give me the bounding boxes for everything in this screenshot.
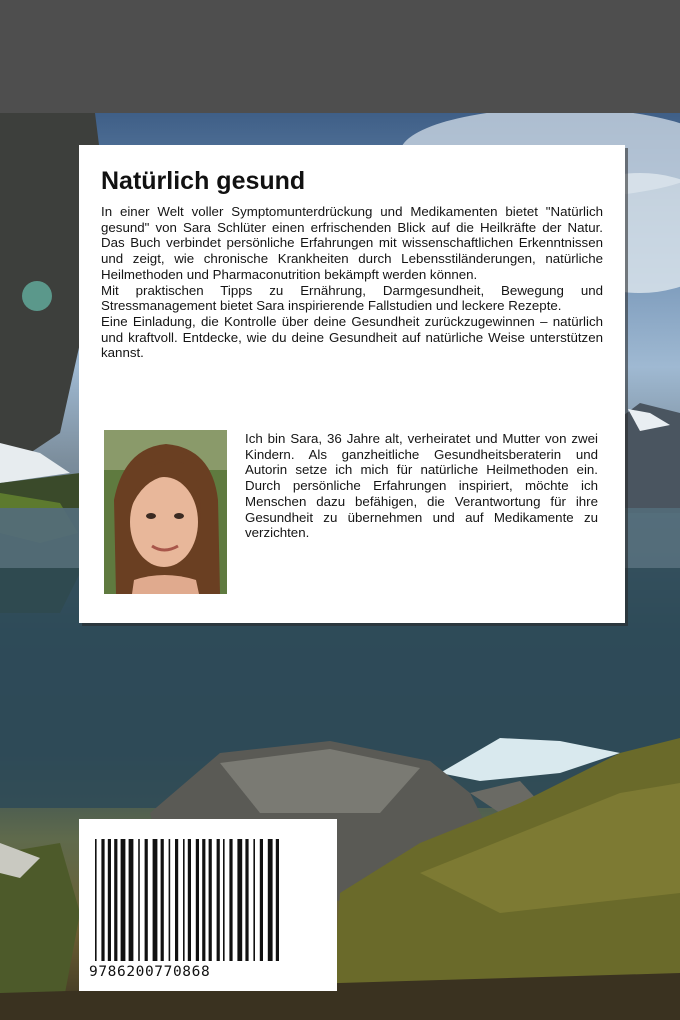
barcode-bar [108, 839, 111, 961]
book-title: Natürlich gesund [101, 167, 306, 195]
barcode-bar [209, 839, 212, 961]
description-paragraph: Mit praktischen Tipps zu Ernährung, Darmgesundheit, Bewegung und Stressmanagement bietet Sara inspirierende Fallstudien und leckere Rezepte. [101, 282, 603, 314]
barcode-bar [268, 839, 273, 961]
author-portrait [104, 430, 227, 594]
description-card [79, 145, 625, 623]
barcode-bar [121, 839, 126, 961]
description-paragraph: Eine Einladung, die Kontrolle über deine Gesundheit zurückzugewinnen – natürlich und kraftvoll. Entdecke, wie du deine Gesundheit auf natürliche Weise unterstützen kannst. [101, 313, 603, 361]
barcode-bar [202, 839, 205, 961]
barcode-bar [145, 839, 148, 961]
author-photo [104, 430, 227, 594]
barcode-bar [183, 839, 185, 961]
barcode-bar [229, 839, 232, 961]
top-bar [0, 0, 680, 113]
barcode-bar [95, 839, 97, 961]
barcode-bar [129, 839, 134, 961]
barcode-bar [188, 839, 191, 961]
barcode-bar [253, 839, 255, 961]
barcode-bar [114, 839, 117, 961]
barcode-bar [245, 839, 248, 961]
isbn-number: 9786200770868 [89, 964, 211, 980]
barcode-box [79, 819, 337, 991]
barcode-bar [237, 839, 242, 961]
barcode-bar [276, 839, 279, 961]
barcode-bar [169, 839, 171, 961]
author-bio: Ich bin Sara, 36 Jahre alt, verheiratet und Mutter von zwei Kindern. Als ganzheitliche Gesundheitsberaterin und Autorin setze ich mich für natürliche Heilmethoden ein. Durch persönliche Erfahrungen inspiriert, möchte ich Menschen dazu befähigen, die Verantwortung für ihre Gesundheit zu übernehmen und auf Medikamente zu verzichten. [245, 431, 598, 541]
barcode-bar [223, 839, 225, 961]
book-description [101, 204, 603, 361]
barcode-bar [217, 839, 220, 961]
barcode-bar [260, 839, 263, 961]
barcode-bar [196, 839, 199, 961]
barcode-bar [161, 839, 164, 961]
isbn-barcode [93, 839, 323, 961]
barcode-bar [101, 839, 104, 961]
barcode-bar [138, 839, 140, 961]
description-paragraph: In einer Welt voller Symptomunterdrückung und Medikamenten bietet "Natürlich gesund" von Sara Schlüter einen erfrischenden Blick auf die Heilkräfte der Natur. Das Buch verbindet persönliche Erfahrungen mit wissenschaftlichen Erkenntnissen und zeigt, wie chronische Krankheiten durch Lebensstiländerungen, natürliche Heilmethoden und Pharmaconutrition bekämpft werden können. [101, 204, 603, 282]
barcode-bar [175, 839, 178, 961]
barcode-bar [153, 839, 158, 961]
